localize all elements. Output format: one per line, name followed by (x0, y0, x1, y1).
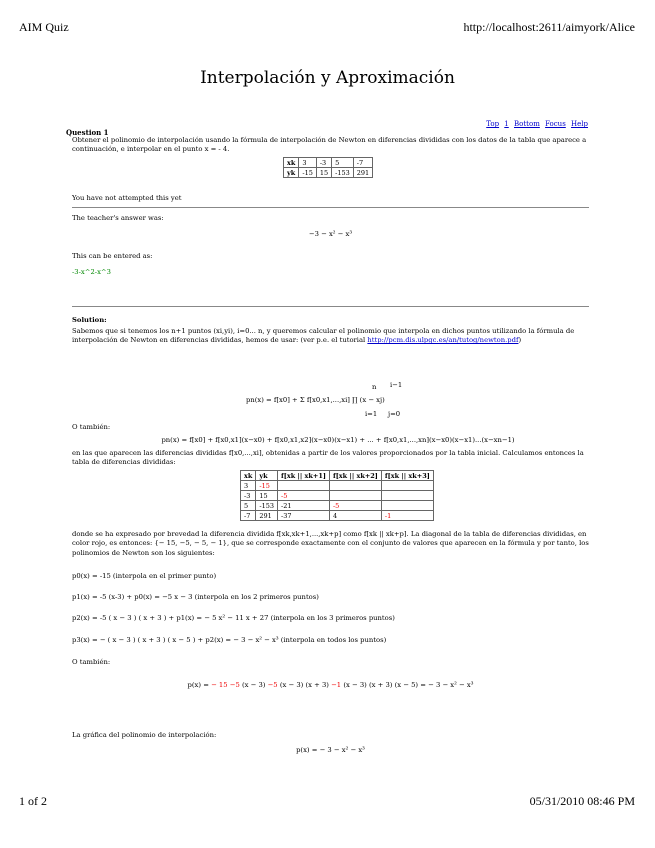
nav-bottom-link[interactable]: Bottom (514, 120, 540, 128)
solution-intro (72, 327, 589, 346)
newton-p3: p3(x) = − ( x − 3 ) ( x + 3 ) ( x − 5 ) + p2(x) = − 3 − x² − x³ (interpola en todos los puntos) (72, 636, 387, 644)
divided-differences-table (240, 470, 434, 521)
nav-top-link[interactable]: Top (486, 120, 500, 128)
final-post: = − 3 − x² − x³ (420, 681, 474, 689)
table-cell (329, 481, 381, 491)
tutorial-link[interactable]: http://pcm.dis.ulpgc.es/an/tutog/newton.pdf (367, 336, 519, 345)
table-header: f[xk || xk+2] (329, 471, 381, 481)
graph-formula: p(x) = − 3 − x² − x³ (296, 746, 365, 754)
table-cell: yk (284, 168, 299, 178)
table-cell: -5 (329, 501, 381, 511)
nav-focus-link[interactable]: Focus (545, 120, 566, 128)
final-coef-f: −1 (331, 681, 342, 689)
graph-label: La gráfica del polinomio de interpolación: (72, 731, 217, 739)
newton-p1: p1(x) = -5 (x-3) + p0(x) = −5 x − 3 (interpola en los 2 primeros puntos) (72, 593, 319, 601)
table-cell: -21 (278, 501, 330, 511)
tambien-2: O también: (72, 658, 111, 666)
question-nav (483, 120, 588, 128)
formula-2: pn(x) = f[x0] + f[x0,x1](x−x0) + f[x0,x1,x2](x−x0)(x−x1) + ... + f[x0,x1,...,xn](x−x0)(x−x1)...(x−xn−1) (161, 436, 515, 444)
sum-top: n (372, 383, 377, 391)
table-row (241, 501, 434, 511)
table-cell: -7 (353, 158, 372, 168)
formula-1: pn(x) = f[x0] + Σ f[x0,x1,...,xi] ∏ (x − xj) (246, 396, 385, 404)
page-number: 1 of 2 (19, 794, 47, 808)
final-term-e: (x − 3) (x + 3) (279, 681, 329, 689)
diagonal-text: donde se ha expresado por brevedad la diferencia dividida f[xk,xk+1,...,xk+p] como f[xk || xk+p]. La diagonal de la tabla de diferencias divididas, en color rojo, es entonces: {− 15, −5, − 5, − 1}, que se corresponde exactamente con el conjunto de valores que aparecen en la fórmula y por tanto, los polinomios de Newton son los siguientes: (72, 530, 589, 557)
table-cell: -15 (256, 481, 278, 491)
table-cell: -7 (241, 511, 256, 521)
table-cell: 5 (332, 158, 354, 168)
table-cell: -153 (332, 168, 354, 178)
nav-help-link[interactable]: Help (571, 120, 588, 128)
table-cell: -37 (278, 511, 330, 521)
table-cell (381, 501, 433, 511)
solution-intro-text: Sabemos que si tenemos los n+1 puntos (xi,yi), i=0... n, y queremos calcular el polinomio que interpola en dichos puntos utilizando la fórmula de interpolación de Newton en diferencias divididas, hemos de usar: (ver p.e. el tutorial (72, 327, 575, 345)
table-cell (278, 481, 330, 491)
print-timestamp: 05/31/2010 08:46 PM (529, 794, 635, 808)
intro-close: ) (518, 336, 522, 345)
final-term-g: (x − 3) (x + 3) (x − 5) (343, 681, 419, 689)
prod-top: i−1 (390, 381, 403, 389)
prod-bottom: j=0 (388, 410, 401, 418)
table-cell: 3 (299, 158, 316, 168)
table-cell: 15 (316, 168, 331, 178)
final-term-c: (x − 3) (241, 681, 266, 689)
final-pre: p(x) = (187, 681, 212, 689)
table-cell: -153 (256, 501, 278, 511)
explain-text: en las que aparecen las diferencias divididas f[x0,...,xi], obtenidas a partir de los valores proporcionados por la tabla inicial. Calculamos entonces la tabla de diferencias divididas: (72, 449, 584, 467)
table-header: f[xk || xk+1] (278, 471, 330, 481)
solution-label: Solution: (72, 316, 107, 324)
table-cell: xk (284, 158, 299, 168)
tambien-1: O también: (72, 423, 111, 431)
table-header: f[xk || xk+3] (381, 471, 433, 481)
final-coef-b: −5 (229, 681, 240, 689)
sum-bottom: i=1 (365, 410, 378, 418)
question-text: Obtener el polinomio de interpolación usando la fórmula de interpolación de Newton en diferencias divididas con los datos de la tabla que aparece a continuación, e interpolar en el punto x = - 4. (72, 136, 587, 154)
nav-1-link[interactable]: 1 (504, 120, 509, 128)
enter-value: -3-x^2-x^3 (72, 268, 111, 276)
table-row (284, 168, 373, 178)
enter-label: This can be entered as: (72, 252, 153, 260)
page-title: Interpolación y Aproximación (200, 68, 455, 88)
table-header: xk (241, 471, 256, 481)
question-label: Question 1 (66, 128, 109, 137)
table-cell: 15 (256, 491, 278, 501)
data-table (283, 157, 373, 178)
table-cell: 4 (329, 511, 381, 521)
app-name: AIM Quiz (19, 20, 69, 34)
final-coef-a: − 15 (211, 681, 228, 689)
divider (72, 306, 589, 307)
table-cell (381, 481, 433, 491)
table-header: yk (256, 471, 278, 481)
newton-p2: p2(x) = -5 ( x − 3 ) ( x + 3 ) + p1(x) = − 5 x² − 11 x + 27 (interpola en los 3 primeros puntos) (72, 614, 395, 622)
teacher-label: The teacher's answer was: (72, 214, 164, 222)
table-cell: 291 (256, 511, 278, 521)
newton-p0: p0(x) = -15 (interpola en el primer punto) (72, 572, 217, 580)
table-row (241, 491, 434, 501)
table-cell (329, 491, 381, 501)
page-url: http://localhost:2611/aimyork/Alice (463, 20, 635, 34)
attempt-status: You have not attempted this yet (72, 194, 182, 202)
table-cell: -5 (278, 491, 330, 501)
final-formula (72, 681, 589, 690)
table-cell: -3 (316, 158, 331, 168)
table-cell: -1 (381, 511, 433, 521)
table-cell: -15 (299, 168, 316, 178)
table-cell: -3 (241, 491, 256, 501)
teacher-answer: −3 − x² − x³ (308, 230, 353, 238)
table-row (241, 511, 434, 521)
table-row (241, 481, 434, 491)
final-coef-d: −5 (267, 681, 278, 689)
table-cell: 3 (241, 481, 256, 491)
table-cell: 5 (241, 501, 256, 511)
table-cell: 291 (353, 168, 372, 178)
table-header-row (241, 471, 434, 481)
question-header (66, 120, 588, 137)
table-cell (381, 491, 433, 501)
table-row (284, 158, 373, 168)
divider (72, 207, 589, 208)
